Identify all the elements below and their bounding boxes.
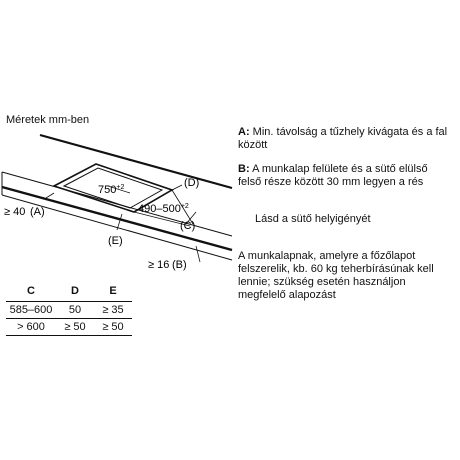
note-b: B: A munkalap felülete és a sütő elülső felső része között 30 mm legyen a rés: [238, 163, 428, 188]
label-d: (D): [184, 177, 200, 189]
e-leader: [117, 214, 122, 230]
table-header-e: E: [94, 284, 132, 302]
d-dim-line: [172, 185, 182, 190]
depth-label: $490-500^{+2}$: [138, 203, 189, 215]
table-cell: > 600: [6, 319, 56, 336]
min-distance-label: ≥ 40: [4, 206, 26, 218]
label-b: (B): [172, 259, 187, 271]
table-header-c: C: [6, 284, 56, 302]
table-row: [6, 319, 132, 336]
note-load: A munkalapnak, amelyre a főzőlapot felszerelik, kb. 60 kg teherbírásúnak kell lennie; szükség esetén használjon megfelelő alapozást: [238, 250, 434, 301]
table-cell: 585–600: [6, 302, 56, 319]
diagram-title: Méretek mm-ben: [6, 114, 90, 126]
label-c: (C): [180, 220, 196, 232]
table-header-row: [6, 284, 132, 302]
a-leader: [46, 193, 54, 198]
dimension-table: [6, 284, 132, 336]
note-b-sub: Lásd a sütő helyigényét: [255, 213, 371, 225]
table-header-d: D: [56, 284, 94, 302]
worktop-bottom-line: [2, 195, 232, 260]
table-cell: 50: [56, 302, 94, 319]
table-cell: ≥ 35: [94, 302, 132, 319]
b-leader: [196, 246, 200, 262]
b-min-label: ≥ 16: [148, 259, 170, 271]
table-cell: ≥ 50: [94, 319, 132, 336]
label-a: (A): [30, 206, 45, 218]
table-row: [6, 302, 132, 319]
width-label: $750^{+2}$: [98, 184, 125, 196]
table-cell: ≥ 50: [56, 319, 94, 336]
note-a: A: Min. távolság a tűzhely kivágata és a fal között: [238, 126, 448, 151]
label-e: (E): [108, 235, 123, 247]
wall-edge: [40, 135, 232, 188]
